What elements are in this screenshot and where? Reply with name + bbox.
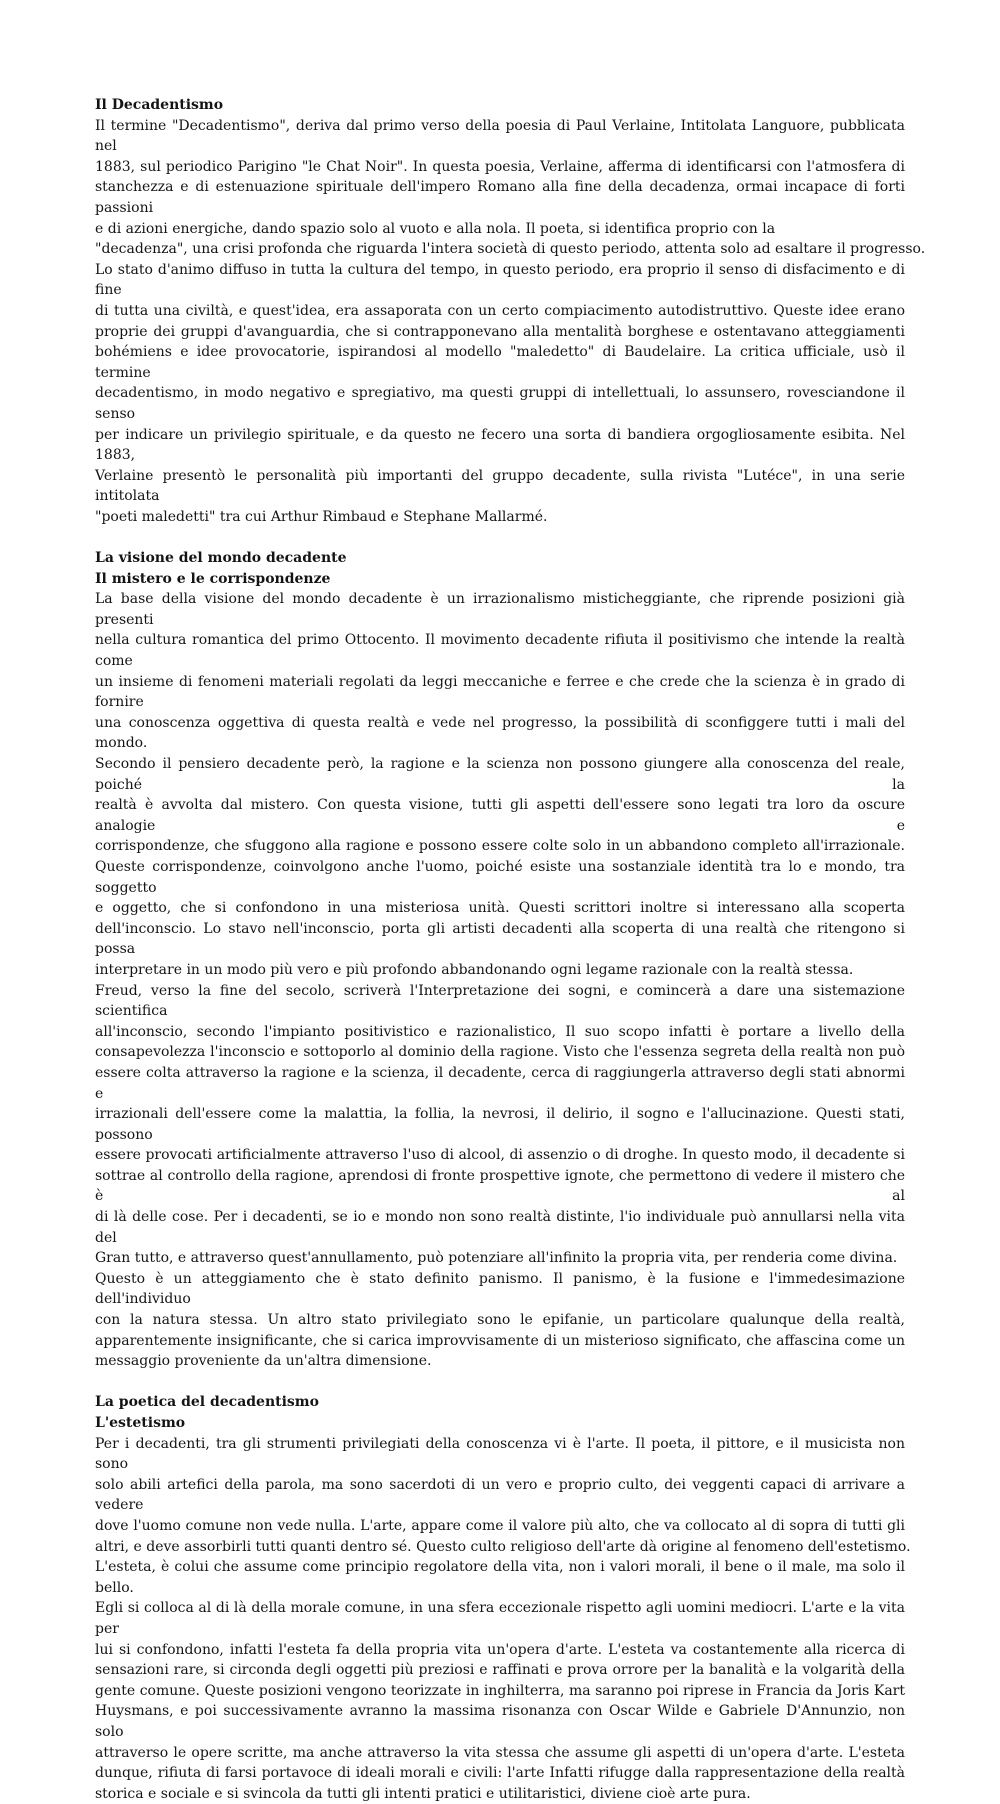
text-line: attraverso le opere scritte, ma anche attraverso la vita stessa che assume gli aspetti di un'opera d'arte. L'esteta <box>95 1744 905 1761</box>
section-spacer <box>95 1372 905 1393</box>
text-line: di tutta una civiltà, e quest'idea, era assaporata con un certo compiacimento autodistruttivo. Queste idee erano <box>95 302 905 319</box>
text-line: Gran tutto, e attraverso quest'annullamento, può potenziare all'infinito la propria vita, per renderia come divina. <box>95 1250 898 1267</box>
text-line: Secondo il pensiero decadente però, la ragione e la scienza non possono giungere alla conoscenza del reale, poiché la <box>95 756 905 793</box>
section-heading: Il Decadentismo <box>95 97 224 113</box>
text-line: Queste corrispondenze, coinvolgono anche l'uomo, poiché esiste una sostanziale identità tra lo e mondo, tra soggetto <box>95 858 905 896</box>
text-line: essere colta attraverso la ragione e la scienza, il decadente, cerca di raggiungerla attraverso degli stati abnormi e <box>95 1064 905 1102</box>
text-line: Lo stato d'animo diffuso in tutta la cultura del tempo, in questo periodo, era proprio il senso di disfacimento e di fine <box>95 261 905 299</box>
text-line: proprie dei gruppi d'avanguardia, che si contrapponevano alla mentalità borghese e ostentavano atteggiamenti <box>95 323 905 340</box>
text-line: irrazionali dell'essere come la malattia, la follia, la nevrosi, il delirio, il sogno e l'allucinazione. Questi stati, possono <box>95 1106 905 1143</box>
text-line: "poeti maledetti" tra cui Arthur Rimbaud e Stephane Mallarmé. <box>95 508 548 525</box>
text-line: nella cultura romantica del primo Ottocento. Il movimento decadente rifiuta il positivismo che intende la realtà come <box>95 632 905 670</box>
text-line: Per i decadenti, tra gli strumenti privilegiati della conoscenza vi è l'arte. Il poeta, il pittore, e il musicista non sono <box>95 1435 905 1473</box>
text-line: stanchezza e di estenuazione spirituale dell'impero Romano alla fine della decadenza, ormai incapace di forti passioni <box>95 179 905 216</box>
text-line: solo abili artefici della parola, ma sono sacerdoti di un vero e proprio culto, dei veggenti capaci di arrivare a vedere <box>95 1476 905 1514</box>
text-line: e di azioni energiche, dando spazio solo al vuoto e alla nola. Il poeta, si identifica proprio con la <box>95 220 776 237</box>
paragraph <box>95 589 905 980</box>
paragraph <box>95 1434 911 1558</box>
text-line: lui si confondono, infatti l'esteta fa della propria vita un'opera d'arte. L'esteta va costantemente alla ricerca di <box>95 1641 905 1658</box>
text-line: decadentismo, in modo negativo e spregiativo, ma questi gruppi di intellettuali, lo assunsero, rovesciandone il senso <box>95 385 905 422</box>
text-line: consapevolezza l'inconscio e sottoporlo al dominio della ragione. Visto che l'essenza segreta della realtà non può <box>95 1044 905 1061</box>
paragraph <box>95 981 905 1269</box>
paragraph <box>95 1557 905 1804</box>
text-line: corrispondenze, che sfuggono alla ragione e possono essere colte solo in un abbandono completo all'irrazionale. <box>95 838 905 855</box>
text-line: bohémiens e idee provocatorie, ispirandosi al modello "maledetto" di Baudelaire. La critica ufficiale, usò il termine <box>95 344 905 381</box>
text-line: Questo è un atteggiamento che è stato definito panismo. Il panismo, è la fusione e l'immedesimazione dell'individuo <box>95 1270 905 1308</box>
text-line: Verlaine presentò le personalità più importanti del gruppo decadente, sulla rivista "Lutéce", in una serie intitolata <box>95 467 905 505</box>
text-line: altri, e deve assorbirli tutti quanti dentro sé. Questo culto religioso dell'arte dà origine al fenomeno dell'estetismo. <box>95 1538 911 1555</box>
document-section <box>95 548 905 1372</box>
text-line: sottrae al controllo della ragione, aprendosi di fronte prospettive ignote, che permettono di vedere il mistero che è al <box>95 1167 905 1205</box>
text-line: interpretare in un modo più vero e più profondo abbandonando ogni legame razionale con la realtà stessa. <box>95 961 854 978</box>
text-line: un insieme di fenomeni materiali regolati da leggi meccaniche e ferree e che crede che la scienza è in grado di fornire <box>95 673 905 711</box>
text-line: dunque, rifiuta di farsi portavoce di ideali morali e civili: l'arte Infatti rifugge dalla rappresentazione della realtà <box>95 1765 905 1782</box>
text-line: messaggio proveniente da un'altra dimensione. <box>95 1353 432 1370</box>
text-line: all'inconscio, secondo l'impianto positivistico e razionalistico, Il suo scopo infatti è portare a livello della <box>95 1023 905 1040</box>
paragraph <box>95 1269 905 1372</box>
subsection-heading: Il mistero e le corrispondenze <box>95 570 331 587</box>
text-line: dell'inconscio. Lo stavo nell'inconscio, porta gli artisti decadenti alla scoperta di una realtà che ritengono si possa <box>95 920 905 958</box>
text-line: per indicare un privilegio spirituale, e da questo ne fecero una sorta di bandiera orgogliosamente esibita. Nel 1883, <box>95 426 905 464</box>
text-line: "decadenza", una crisi profonda che riguarda l'intera società di questo periodo, attenta solo ad esaltare il progresso. <box>95 241 926 258</box>
section-heading: La poetica del decadentismo <box>95 1394 319 1411</box>
subsection-heading: L'estetismo <box>95 1415 186 1431</box>
text-line: 1883, sul periodico Parigino "le Chat Noir". In questa poesia, Verlaine, afferma di identificarsi con l'atmosfera di <box>95 158 905 175</box>
text-line: Freud, verso la fine del secolo, scriverà l'Interpretazione dei sogni, e comincerà a dare una sistemazione scientifica <box>95 982 905 1020</box>
paragraph <box>95 260 905 528</box>
text-line: di là delle cose. Per i decadenti, se io e mondo non sono realtà distinte, l'io individuale può annullarsi nella vita del <box>95 1209 905 1246</box>
text-line: Huysmans, e poi successivamente avranno la massima risonanza con Oscar Wilde e Gabriele D'Annunzio, non solo <box>95 1703 905 1740</box>
text-line: gente comune. Queste posizioni vengono teorizzate in inghilterra, ma saranno poi riprese in Francia da Joris Kart <box>95 1682 905 1699</box>
paragraph <box>95 116 926 260</box>
text-line: essere provocati artificialmente attraverso l'uso di alcool, di assenzio o di droghe. In questo modo, il decadente si <box>95 1147 905 1164</box>
section-spacer <box>95 527 905 548</box>
text-line: La base della visione del mondo decadente è un irrazionalismo misticheggiante, che riprende posizioni già presenti <box>95 591 905 628</box>
text-line: L'esteta, è colui che assume come principio regolatore della vita, non i valori morali, il bene o il male, ma solo il bello. <box>95 1559 905 1596</box>
text-line: Il termine "Decadentismo", deriva dal primo verso della poesia di Paul Verlaine, Intitolata Languore, pubblicata nel <box>95 117 905 155</box>
section-heading: La visione del mondo decadente <box>95 550 347 567</box>
text-line: Egli si colloca al di là della morale comune, in una sfera eccezionale rispetto agli uomini mediocri. L'arte e la vita per <box>95 1600 905 1637</box>
text-line: dove l'uomo comune non vede nulla. L'arte, appare come il valore più alto, che va collocato al di sopra di tutti gli <box>95 1517 905 1534</box>
text-line: con la natura stessa. Un altro stato privilegiato sono le epifanie, un particolare qualunque della realtà, <box>95 1312 905 1329</box>
text-line: storica e sociale e si svincola da tutti gli intenti pratici e utilitaristici, diviene cioè arte pura. <box>95 1785 751 1802</box>
text-line: apparentemente insignificante, che si carica improvvisamente di un misterioso significato, che affascina come un <box>95 1332 905 1349</box>
document-section <box>95 1392 911 1804</box>
document-section <box>95 95 926 527</box>
text-line: una conoscenza oggettiva di questa realtà e vede nel progresso, la possibilità di sconfiggere tutti i mali del mondo. <box>95 714 905 752</box>
text-line: e oggetto, che si confondono in una misteriosa unità. Questi scrittori inoltre si interessano alla scoperta <box>95 900 905 917</box>
text-line: realtà è avvolta dal mistero. Con questa visione, tutti gli aspetti dell'essere sono legati tra loro da oscure analogie e <box>95 797 905 834</box>
text-line: sensazioni rare, si circonda degli oggetti più preziosi e raffinati e prova orrore per la banalità e la volgarità della <box>95 1662 905 1679</box>
